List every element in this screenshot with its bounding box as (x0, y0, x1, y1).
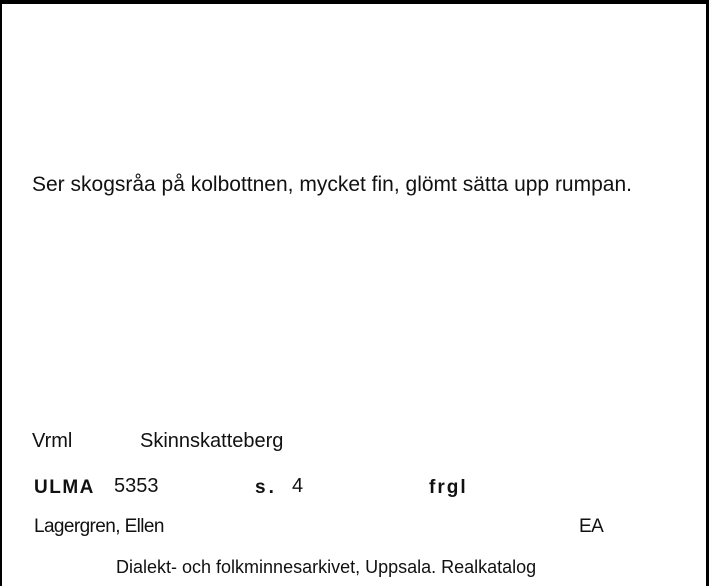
category-code: frgl (429, 477, 468, 498)
archive-code: ULMA (34, 477, 95, 498)
place-name: Skinnskatteberg (140, 430, 284, 452)
region-label: Vrml (32, 430, 73, 452)
footer-text: Dialekt- och folkminnesarkivet, Uppsala. Realkatalog (116, 557, 537, 577)
card-text: Ser skogsråa på kolbottnen, mycket fin, glömt sätta upp rumpan. (32, 173, 632, 196)
initials: EA (579, 516, 604, 537)
page-label: s. (255, 477, 277, 498)
accession-number: 5353 (114, 475, 159, 497)
collector-name: Lagergren, Ellen (34, 516, 164, 537)
page-number: 4 (292, 475, 304, 497)
